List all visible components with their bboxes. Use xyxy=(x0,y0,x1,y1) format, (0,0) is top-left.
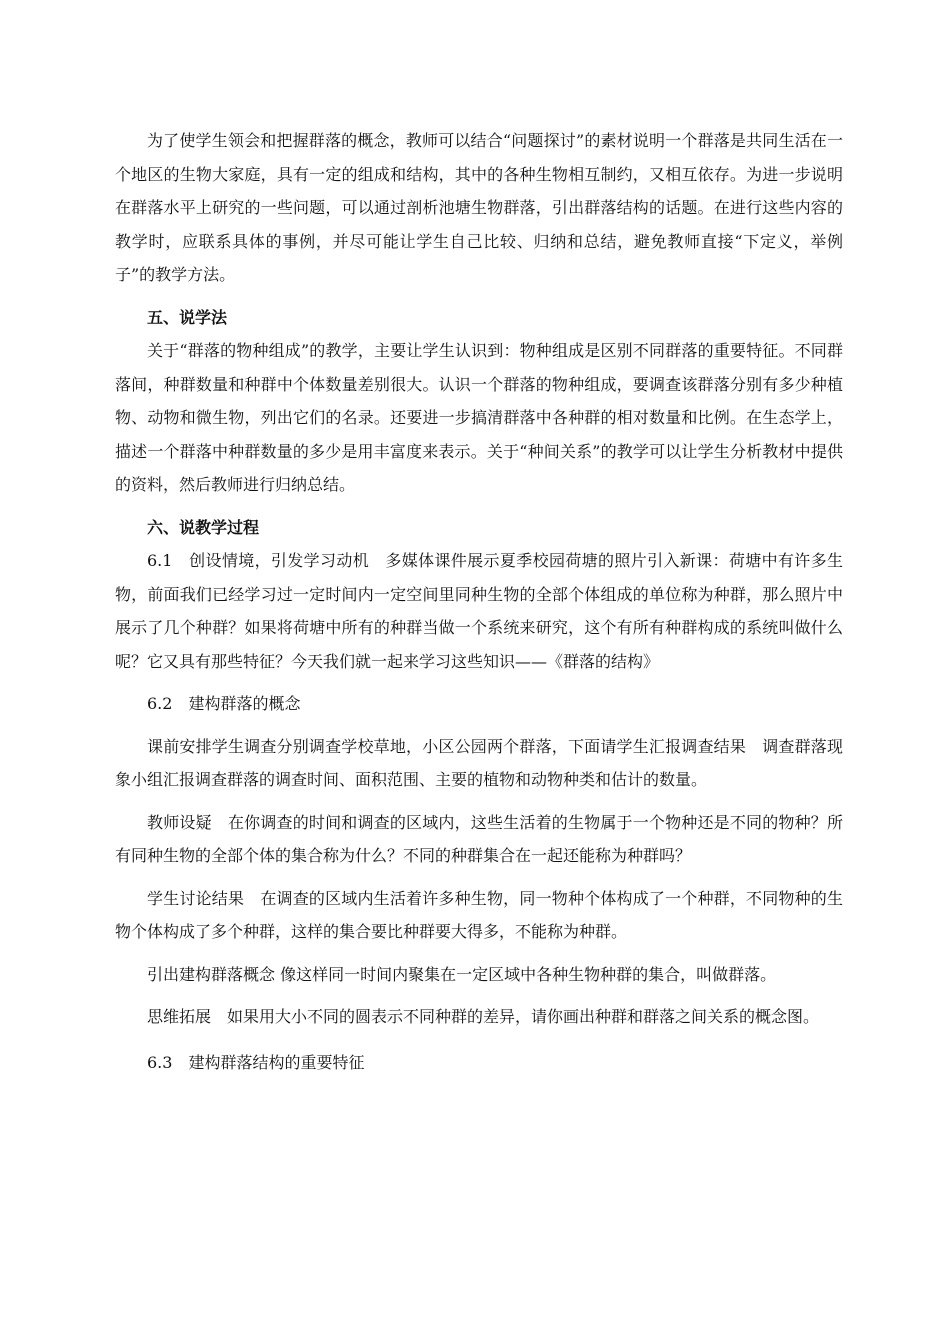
subheading-construct-concept: 6.2 建构群落的概念 xyxy=(147,694,301,713)
paragraph-teacher-question: 教师设疑 在你调查的时间和调查的区域内，这些生活着的生物属于一个物种还是不同的物种？所有同种生物的全部个体的集合称为什么？不同的种群集合在一起还能称为种群吗？ xyxy=(115,812,843,865)
paragraph-community-concept: 引出建构群落概念 像这样同一时间内聚集在一定区域中各种生物种群的集合，叫做群落。 xyxy=(147,964,777,984)
paragraph-learning-method: 关于“群落的物种组成”的教学，主要让学生认识到：物种组成是区别不同群落的重要特征。不同群落间，种群数量和种群中个体数量差别很大。认识一个群落的物种组成，要调查该群落分别有多少种植物、动物和微生物，列出它们的名录。还要进一步搞清群落中各种群的相对数量和比例。在生态学上，描述一个群落中种群数量的多少是用丰富度来表示。关于“种间关系”的教学可以让学生分析教材中提供的资料，然后教师进行归纳总结。 xyxy=(115,341,843,494)
subheading-community-structure: 6.3 建构群落结构的重要特征 xyxy=(147,1052,365,1072)
paragraph-teaching-method: 为了使学生领会和把握群落的概念，教师可以结合“问题探讨”的素材说明一个群落是共同生活在一个地区的生物大家庭，具有一定的组成和结构，其中的各种生物相互制约，又相互依存。为进一步说明在群落水平上研究的一些问题，可以通过剖析池塘生物群落，引出群落结构的话题。在进行这些内容的教学时，应联系具体的事例，并尽可能让学生自己比较、归纳和总结，避免教师直接“下定义，举例子”的教学方法。 xyxy=(115,131,843,284)
paragraph-pre-class-survey: 课前安排学生调查分别调查学校草地，小区公园两个群落，下面请学生汇报调查结果 调查群落现象小组汇报调查群落的调查时间、面积范围、主要的植物和动物种类和估计的数量。 xyxy=(115,736,843,789)
section-heading-teaching-process: 六、说教学过程 xyxy=(147,517,260,537)
paragraph-thinking-extension: 思维拓展 如果用大小不同的圆表示不同种群的差异，请你画出种群和群落之间关系的概念图。 xyxy=(147,1007,820,1026)
document-body xyxy=(115,124,843,1079)
paragraph-student-discussion: 学生讨论结果 在调查的区域内生活着许多种生物，同一物种个体构成了一个种群，不同物种的生物个体构成了多个种群，这样的集合要比种群要大得多，不能称为种群。 xyxy=(115,888,843,941)
paragraph-create-situation: 6.1 创设情境，引发学习动机 多媒体课件展示夏季校园荷塘的照片引入新课：荷塘中有许多生物，前面我们已经学习过一定时间内一定空间里同种生物的全部个体组成的单位称为种群，那么照片中展示了几个种群？如果将荷塘中所有的种群当做一个系统来研究，这个有所有种群构成的系统叫做什么呢？它又具有那些特征？今天我们就一起来学习这些知识——《群落的结构》 xyxy=(115,551,843,671)
section-heading-learning-method: 五、说学法 xyxy=(147,307,228,327)
